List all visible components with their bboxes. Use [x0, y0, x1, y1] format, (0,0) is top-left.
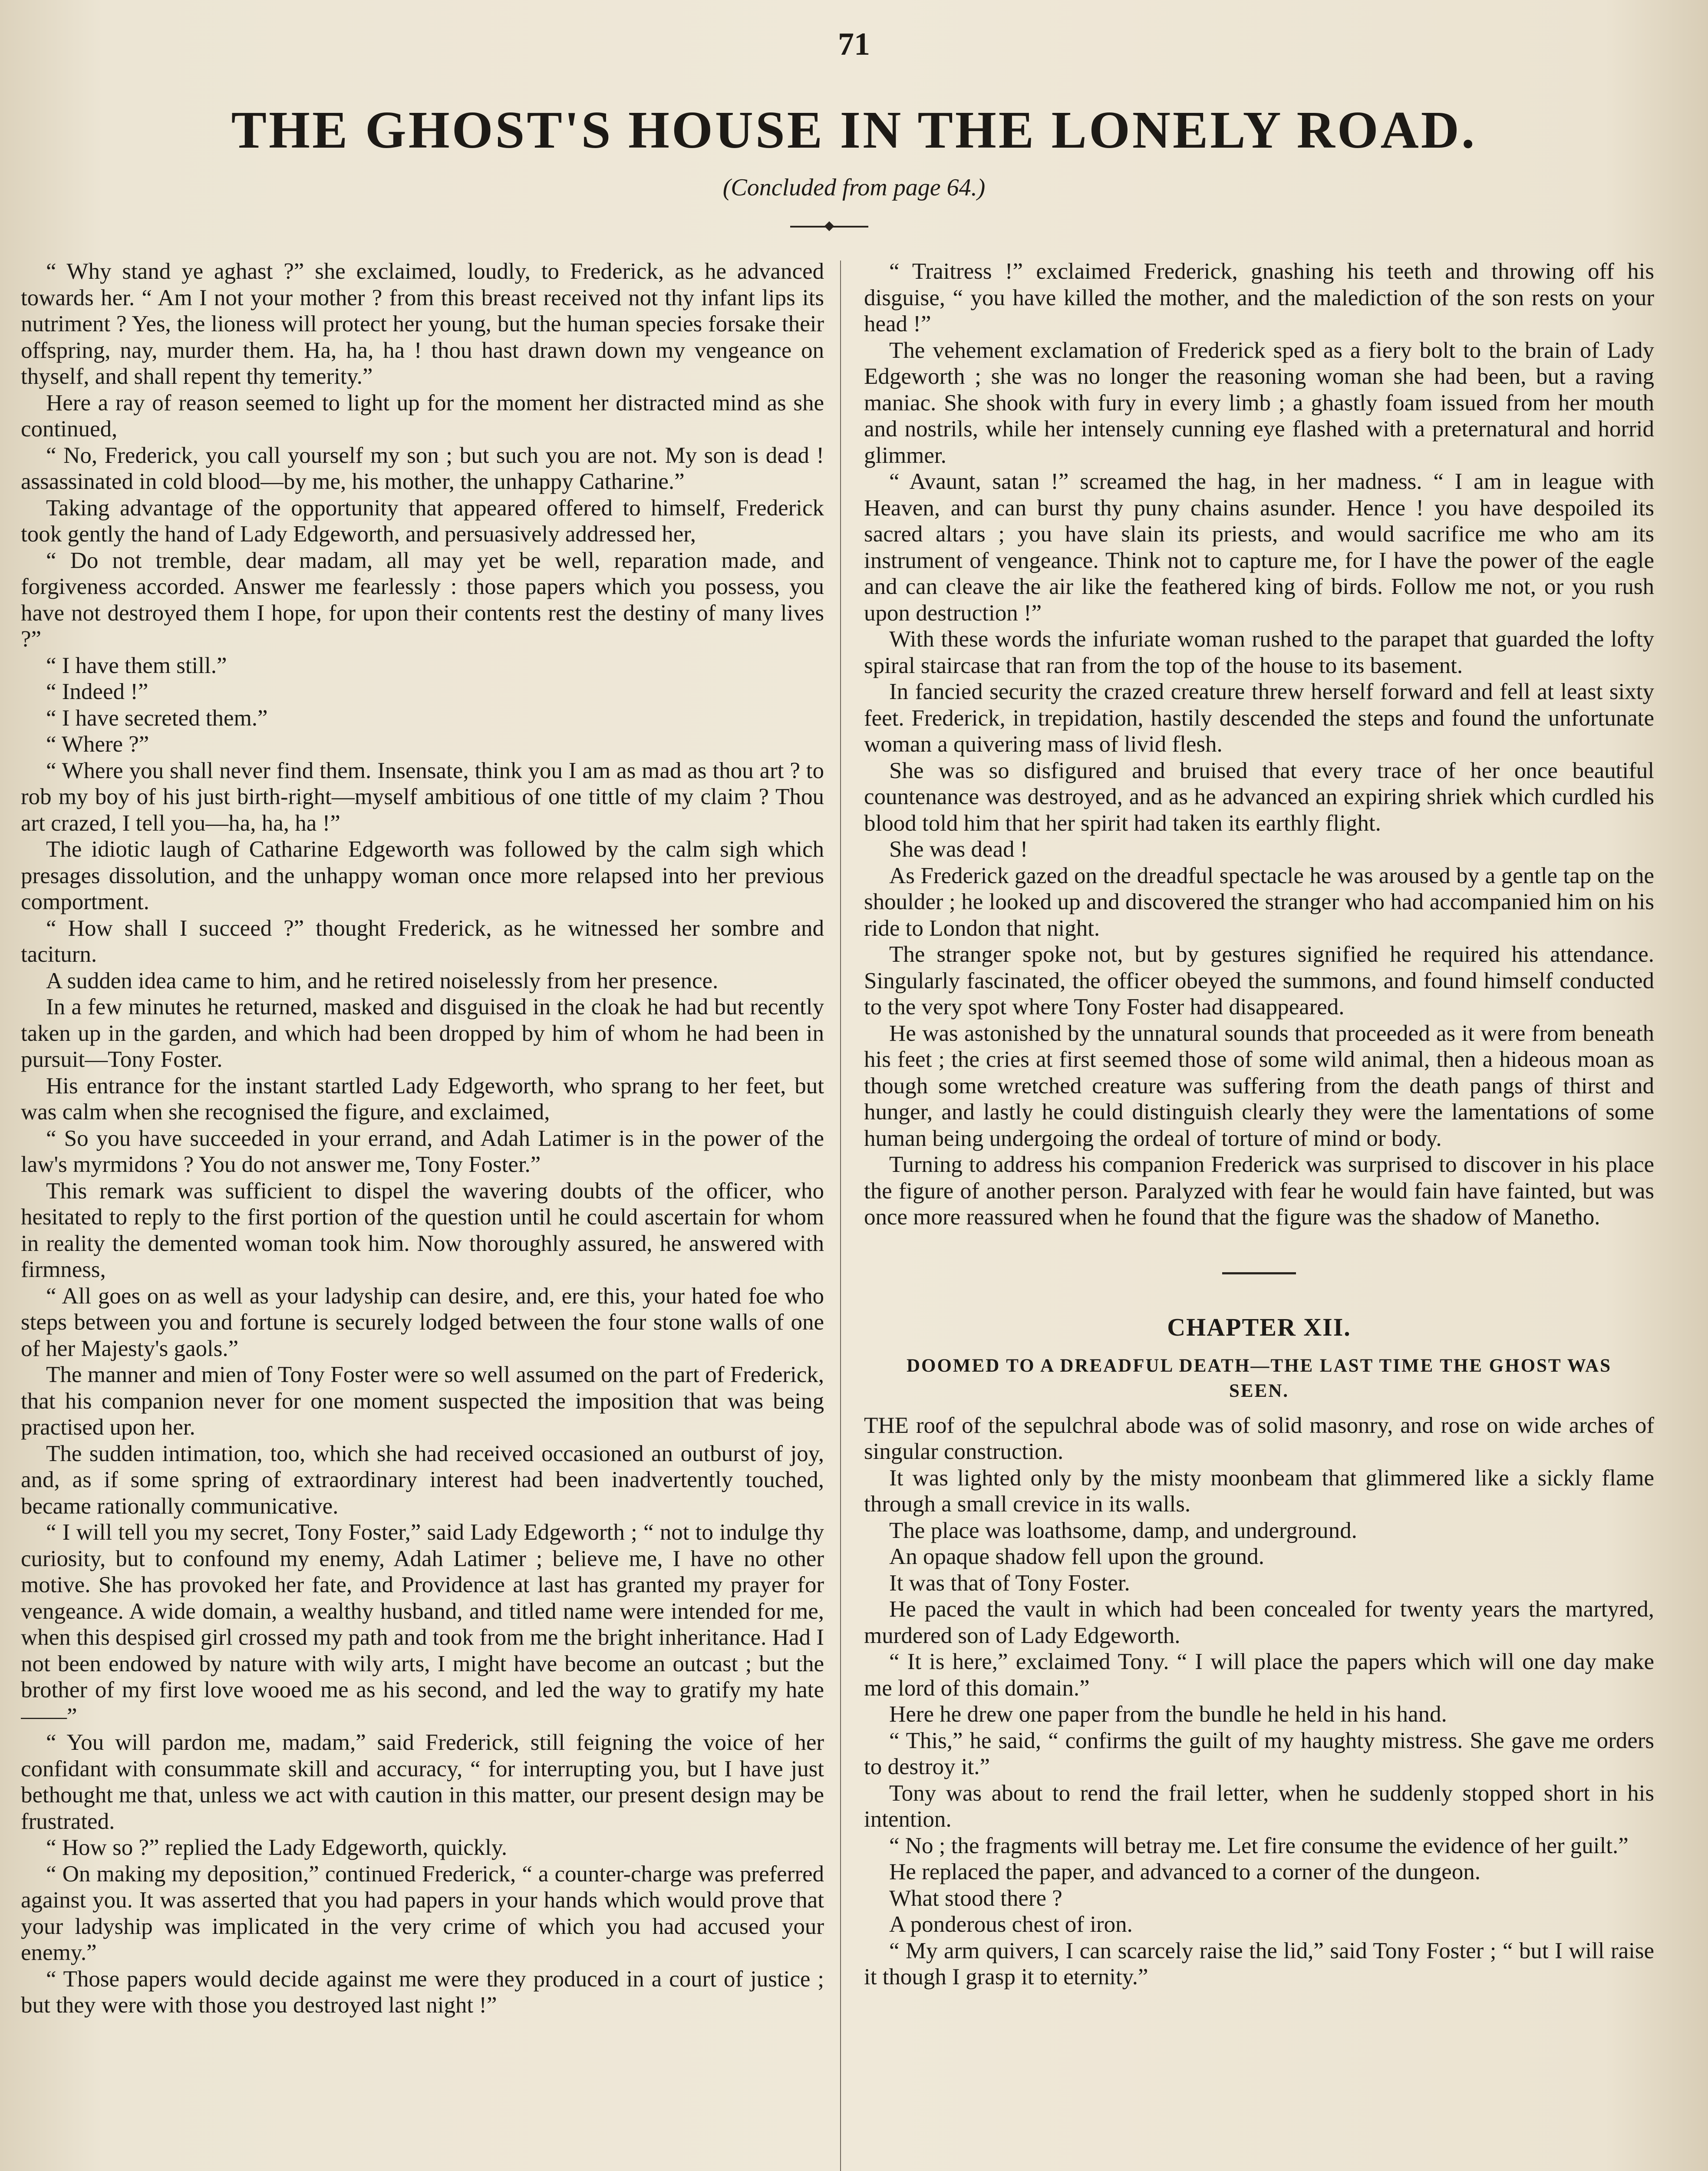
- paragraph: As Frederick gazed on the dreadful spectacle he was aroused by a gentle tap on the shoulder ; he looked up and discovered the stranger who had accompanied him on his ride to London that night.: [864, 863, 1654, 941]
- right-column: [864, 258, 1654, 2171]
- paragraph: The stranger spoke not, but by gestures signified he required his attendance. Singularly fascinated, the officer obeyed the summons, and found himself conducted to the very spot where Tony Foster had disappeared.: [864, 942, 1654, 1020]
- paragraph: “ Traitress !” exclaimed Frederick, gnashing his teeth and throwing off his disguise, “ you have killed the mother, and the malediction of the son rests on your head !”: [864, 259, 1654, 337]
- article-subtitle: (Concluded from page 64.): [722, 174, 986, 201]
- paragraph: Turning to address his companion Frederick was surprised to discover in his place the figure of another person. Paralyzed with fear he would fain have fainted, but was once more reassured when he found that the figure was the shadow of Manetho.: [864, 1152, 1654, 1230]
- paragraph: “ My arm quivers, I can scarcely raise the lid,” said Tony Foster ; “ but I will raise it though I grasp it to eternity.”: [864, 1938, 1654, 1990]
- paragraph: “ Avaunt, satan !” screamed the hag, in her madness. “ I am in league with Heaven, and can burst thy puny chains asunder. Hence ! you have despoiled its sacred altars ; you have slain its priests, and would sacrifice me who am its instrument of vengeance. Think not to capture me, for I have the power of the eagle and can cleave the air like the feathered king of birds. Follow me not, or you rush upon destruction !”: [864, 469, 1654, 626]
- title-ornament-rule: [790, 226, 868, 228]
- paragraph: “ No ; the fragments will betray me. Let fire consume the evidence of her guilt.”: [889, 1833, 1629, 1858]
- paragraph: “ Why stand ye aghast ?” she exclaimed, loudly, to Frederick, as he advanced towards her. “ Am I not your mother ? from this breast received not thy infant lips its nutriment ? Yes, the lioness will protect her young, but the human species forsake their offspring, nay, murder them. Ha, ha, ha ! thou hast drawn down my vengeance on thyself, and shall repent thy temerity.”: [21, 259, 824, 389]
- paragraph: “ I have them still.”: [46, 653, 227, 678]
- paragraph: “ All goes on as well as your ladyship can desire, and, ere this, your hated foe who steps between you and fortune is securely lodged between the four stone walls of one of her Majesty's gaols.”: [21, 1283, 824, 1361]
- paragraph: Here a ray of reason seemed to light up for the moment her distracted mind as she continued,: [21, 390, 824, 442]
- paragraph: “ Those papers would decide against me were they produced in a court of justice ; but they were with those you destroyed last night !”: [21, 1966, 824, 2018]
- paragraph: “ I have secreted them.”: [46, 705, 268, 731]
- paragraph: In a few minutes he returned, masked and disguised in the cloak he had but recently taken up in the garden, and which had been dropped by him of whom he had been in pursuit—Tony Foster.: [21, 994, 824, 1072]
- article-title: THE GHOST'S HOUSE IN THE LONELY ROAD.: [231, 101, 1477, 159]
- paragraph: His entrance for the instant startled Lady Edgeworth, who sprang to her feet, but was calm when she recognised the figure, and exclaimed,: [21, 1073, 824, 1125]
- paragraph: He replaced the paper, and advanced to a corner of the dungeon.: [889, 1859, 1480, 1884]
- paragraph: With these words the infuriate woman rushed to the parapet that guarded the lofty spiral staircase that ran from the top of the house to its basement.: [864, 627, 1654, 678]
- section-divider-rule: [1222, 1272, 1296, 1274]
- paragraph: THE roof of the sepulchral abode was of solid masonry, and rose on wide arches of singular construction.: [864, 1412, 1654, 1464]
- paragraph: The sudden intimation, too, which she had received occasioned an outburst of joy, and, as if some spring of extraordinary interest had been inadvertently touched, became rationally communicative.: [21, 1441, 824, 1519]
- chapter-title: CHAPTER XII.: [1167, 1313, 1351, 1341]
- paragraph: A ponderous chest of iron.: [889, 1912, 1133, 1937]
- paragraph: “ On making my deposition,” continued Frederick, “ a counter-charge was preferred against you. It was asserted that you had papers in your hands which would prove that your ladyship was implicated in the very crime of which you had accused your enemy.”: [21, 1861, 824, 1965]
- paragraph: “ Indeed !”: [46, 679, 148, 704]
- paragraph: She was so disfigured and bruised that every trace of her once beautiful countenance was destroyed, and as he advanced an expiring shriek which curdled his blood told him that her spirit had taken its earthly flight.: [864, 758, 1654, 836]
- paragraph: This remark was sufficient to dispel the wavering doubts of the officer, who hesitated to reply to the first portion of the question until he could ascertain for whom in reality the demented woman took him. Now thoroughly assured, he answered with firmness,: [21, 1178, 824, 1282]
- column-divider: [840, 261, 841, 2171]
- paragraph: An opaque shadow fell upon the ground.: [889, 1544, 1265, 1569]
- paragraph: The vehement exclamation of Frederick sped as a fiery bolt to the brain of Lady Edgeworth ; she was no longer the reasoning woman she had been, but a raving maniac. She shook with fury in every limb ; a ghastly foam issued from her mouth and nostrils, while her intensely cunning eye flashed with a preternatural and horrid glimmer.: [864, 337, 1654, 468]
- chapter-subtitle: DOOMED TO A DREADFUL DEATH—THE LAST TIME THE GHOST WAS SEEN.: [906, 1355, 1612, 1401]
- paragraph: The idiotic laugh of Catharine Edgeworth was followed by the calm sigh which presages dissolution, and the unhappy woman once more relapsed into her previous comportment.: [21, 837, 824, 914]
- paragraph: He was astonished by the unnatural sounds that proceeded as it were from beneath his feet ; the cries at first seemed those of some wild animal, then a hideous moan as though some wretched creature was suffering from the death pangs of thirst and hunger, and lastly he could distinguish clearly they were the lamentations of some human being undergoing the ordeal of torture of mind or body.: [864, 1020, 1654, 1151]
- paragraph: What stood there ?: [889, 1885, 1062, 1911]
- paragraph: Tony was about to rend the frail letter, when he suddenly stopped short in his intention.: [864, 1780, 1654, 1832]
- paragraph: It was lighted only by the misty moonbeam that glimmered like a sickly flame through a small crevice in its walls.: [864, 1465, 1654, 1517]
- paragraph: “ Do not tremble, dear madam, all may yet be well, reparation made, and forgiveness accorded. Answer me fearlessly : those papers which you possess, you have not destroyed them I hope, for upon their contents rest the destiny of many lives ?”: [21, 548, 824, 652]
- paragraph: She was dead !: [889, 837, 1028, 862]
- paragraph: In fancied security the crazed creature threw herself forward and fell at least sixty feet. Frederick, in trepidation, hastily descended the steps and found the unfortunate woman a quivering mass of livid flesh.: [864, 679, 1654, 757]
- paragraph: “ How so ?” replied the Lady Edgeworth, quickly.: [46, 1835, 508, 1860]
- right-column-before-chapter: [864, 258, 1654, 1231]
- paragraph: “ So you have succeeded in your errand, and Adah Latimer is in the power of the law's myrmidons ? You do not answer me, Tony Foster.”: [21, 1125, 824, 1177]
- paragraph: He paced the vault in which had been concealed for twenty years the martyred, murdered son of Lady Edgeworth.: [864, 1597, 1654, 1648]
- paragraph: The manner and mien of Tony Foster were so well assumed on the part of Frederick, that his companion never for one moment suspected the imposition that was being practised upon her.: [21, 1362, 824, 1440]
- paragraph: Taking advantage of the opportunity that appeared offered to himself, Frederick took gently the hand of Lady Edgeworth, and persuasively addressed her,: [21, 495, 824, 547]
- paragraph: “ How shall I succeed ?” thought Frederick, as he witnessed her sombre and taciturn.: [21, 915, 824, 967]
- paragraph: “ This,” he said, “ confirms the guilt of my haughty mistress. She gave me orders to destroy it.”: [864, 1728, 1654, 1779]
- paragraph: It was that of Tony Foster.: [889, 1570, 1130, 1596]
- paragraph: “ You will pardon me, madam,” said Frederick, still feigning the voice of her confidant with consummate skill and accuracy, “ for interrupting you, but I have just bethought me that, unless we act with caution in this matter, our present design may be frustrated.: [21, 1730, 824, 1834]
- paragraph: “ It is here,” exclaimed Tony. “ I will place the papers which will one day make me lord of this domain.”: [864, 1649, 1654, 1701]
- page-number: 71: [838, 26, 870, 62]
- right-column-after-chapter: [864, 1412, 1654, 1990]
- paragraph: The place was loathsome, damp, and underground.: [889, 1518, 1357, 1543]
- paragraph: “ Where ?”: [46, 732, 149, 757]
- paragraph: “ Where you shall never find them. Insensate, think you I am as mad as thou art ? to rob my boy of his just birth-right—myself ambitious of one tittle of my claim ? Thou art crazed, I tell you—ha, ha, ha !”: [21, 758, 824, 836]
- paragraph: Here he drew one paper from the bundle he held in his hand.: [889, 1702, 1447, 1727]
- paragraph: A sudden idea came to him, and he retired noiselessly from her presence.: [46, 968, 719, 993]
- paragraph: “ No, Frederick, you call yourself my son ; but such you are not. My son is dead ! assassinated in cold blood—by me, his mother, the unhappy Catharine.”: [21, 442, 824, 494]
- left-column: [21, 258, 824, 2171]
- paragraph: “ I will tell you my secret, Tony Foster,” said Lady Edgeworth ; “ not to indulge thy curiosity, but to confound my enemy, Adah Latimer ; believe me, I have no other motive. She has provoked her fate, and Providence at last has granted my prayer for vengeance. A wide domain, a wealthy husband, and titled name were intended for me, when this despised girl crossed my path and took from me the bright inheritance. Had I not been endowed by nature with wily arts, I might have become an outcast ; but the brother of my first love wooed me as his second, and led the way to gratify my hate——”: [21, 1520, 824, 1729]
